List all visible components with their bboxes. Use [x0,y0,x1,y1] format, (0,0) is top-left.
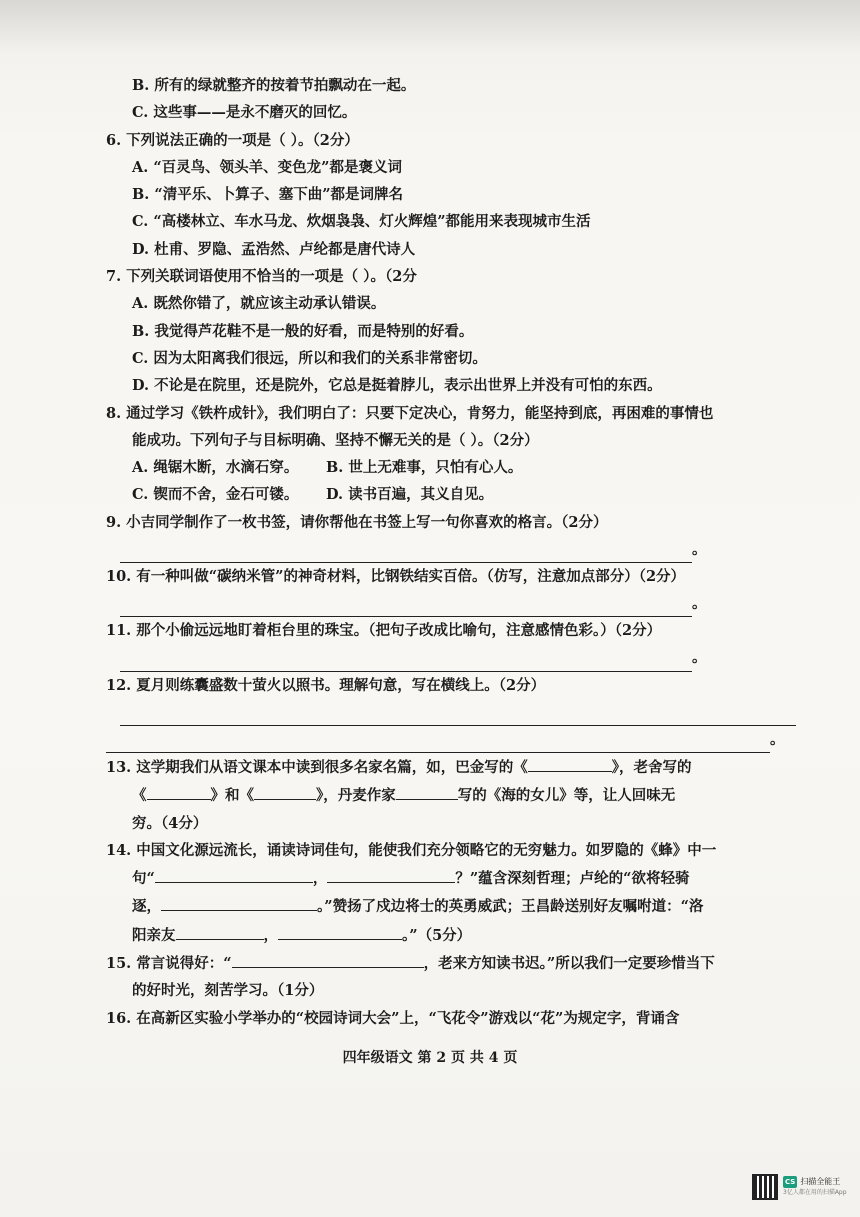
qr-code-icon [752,1174,778,1200]
q10-stem: 10. 有一种叫做“碳纳米管”的神奇材料，比钢铁结实百倍。（仿写，注意加点部分）（2分） [106,568,686,586]
q13-text-b: 》，老舍写的 [611,758,692,776]
q14-text-a: 句“ [132,870,155,888]
q15-text-b: ，老来方知读书迟。”所以我们一定要珍惜当下 [423,955,715,973]
q13-line2 [106,781,806,809]
q14-blank-5[interactable] [278,921,402,940]
q13-text-e: 》，丹麦作家 [316,787,396,805]
q8-options-row2 [106,481,806,508]
q5-option-c: C. 这些事——是永不磨灭的回忆。 [132,104,357,122]
q13-text-a: 13. 这学期我们从语文课本中读到很多名家名篇，如，巴金写的《 [106,758,528,776]
q15-blank-1[interactable] [232,949,424,968]
q15-line2: 的好时光，刻苦学习。（1分） [132,982,324,1000]
q7-option-d: D. 不论是在院里，还是院外，它总是挺着脖儿，表示出世界上并没有可怕的东西。 [132,377,662,395]
q6-option-d: D. 杜甫、罗隐、孟浩然、卢纶都是唐代诗人 [132,240,416,258]
q14-line3 [106,892,806,920]
q13-text-d: 》和《 [210,787,254,805]
q6-option-a: A. “百灵鸟、领头羊、变色龙”都是褒义词 [132,158,403,176]
cs-logo: CS [785,1178,796,1186]
q9-answer-line[interactable]: 。 [106,536,806,563]
scanner-text [783,1176,847,1198]
q14-text-d: 逐， [132,898,161,916]
question-area [106,72,806,1032]
q8-stem-line1: 8. 通过学习《铁杵成针》，我们明白了：只要下定决心，肯努力，能坚持到底，再困难的事情也 [106,404,714,422]
q15-line1 [106,949,806,977]
q14-blank-1[interactable] [155,864,313,883]
q8-option-c: C. 锲而不舍，金石可镂。 [132,486,299,504]
q14-text-b: ， [312,870,328,888]
q14-blank-2[interactable] [327,864,455,883]
q14-text-f: 阳亲友 [132,926,176,944]
q6-option-c: C. “高楼林立、车水马龙、炊烟袅袅、灯火辉煌”都能用来表现城市生活 [132,213,591,231]
q7-option-c: C. 因为太阳离我们很远，所以和我们的关系非常密切。 [132,349,487,367]
q13-blank-4[interactable] [396,781,458,800]
q11-stem: 11. 那个小偷远远地盯着柜台里的珠宝。（把句子改成比喻句，注意感情色彩。）（2分） [106,622,662,640]
scanner-watermark [752,1170,848,1204]
q8-options-row1 [106,454,806,481]
q8-option-b: B. 世上无难事，只怕有心人。 [326,459,523,477]
q6-stem: 6. 下列说法正确的一项是（ ）。（2分） [106,131,359,149]
q5-option-b: B. 所有的绿就整齐的按着节拍飘动在一起。 [132,77,416,94]
q7-option-a: A. 既然你错了，就应该主动承认错误。 [132,295,386,313]
q14-text-e: 。”赞扬了戍边将士的英勇威武；王昌龄送别好友嘱咐道：“洛 [317,898,704,916]
q13-line1 [106,753,806,781]
q14-text-c: ？”蕴含深刻哲理；卢纶的“欲将轻骑 [455,870,690,888]
q16-line1: 16. 在高新区实验小学举办的“校园诗词大会”上，“飞花令”游戏以“花”为规定字，背诵含 [106,1009,680,1027]
q13-blank-3[interactable] [254,781,316,800]
q13-text-c: 《 [132,787,147,805]
q14-line4 [106,921,806,949]
q6-option-b: B. “清平乐、卜算子、塞下曲”都是词牌名 [132,186,404,204]
q8-stem-line2: 能成功。下列句子与目标明确、坚持不懈无关的是（ ）。（2分） [132,431,539,449]
q9-stem: 9. 小吉同学制作了一枚书签，请你帮他在书签上写一句你喜欢的格言。（2分） [106,513,608,531]
q14-text-h: 。”（5分） [402,926,472,944]
page-footer: 四年级语文 第 2 页 共 4 页 [342,1050,518,1066]
q12-answer-line-1[interactable] [106,699,806,726]
q7-stem: 7. 下列关联词语使用不恰当的一项是（ ）。（2分 [106,268,417,286]
q13-blank-1[interactable] [528,753,612,772]
q7-option-b: B. 我觉得芦花鞋不是一般的好看，而是特别的好看。 [132,322,474,340]
q12-stem: 12. 夏月则练囊盛数十萤火以照书。理解句意，写在横线上。（2分） [106,676,546,694]
scan-shadow [0,0,860,55]
q14-blank-4[interactable] [176,921,264,940]
q10-answer-line[interactable]: 。 [106,590,806,617]
q13-line3: 穷。（4分） [132,814,208,832]
q13-text-f: 写的《海的女儿》等，让人回味无 [457,787,676,805]
scanner-title: 扫描全能王 [800,1177,841,1186]
q15-text-a: 15. 常言说得好：“ [106,955,232,973]
q14-line1: 14. 中国文化源远流长，诵读诗词佳句，能使我们充分领略它的无穷魅力。如罗隐的《蜂》中一 [106,841,717,859]
q8-option-a: A. 绳锯木断，水滴石穿。 [132,459,299,477]
scanner-title-row [783,1176,847,1188]
q11-answer-line[interactable]: 。 [106,645,806,672]
q13-blank-2[interactable] [147,781,211,800]
q12-answer-line-2[interactable]: 。 [106,726,806,753]
q14-line2 [106,864,806,892]
scanner-subtitle: 3亿人都在用的扫描App [783,1189,847,1196]
q14-text-g: ， [263,926,278,944]
q8-option-d: D. 读书百遍，其义自见。 [326,486,494,504]
q14-blank-3[interactable] [161,892,317,911]
